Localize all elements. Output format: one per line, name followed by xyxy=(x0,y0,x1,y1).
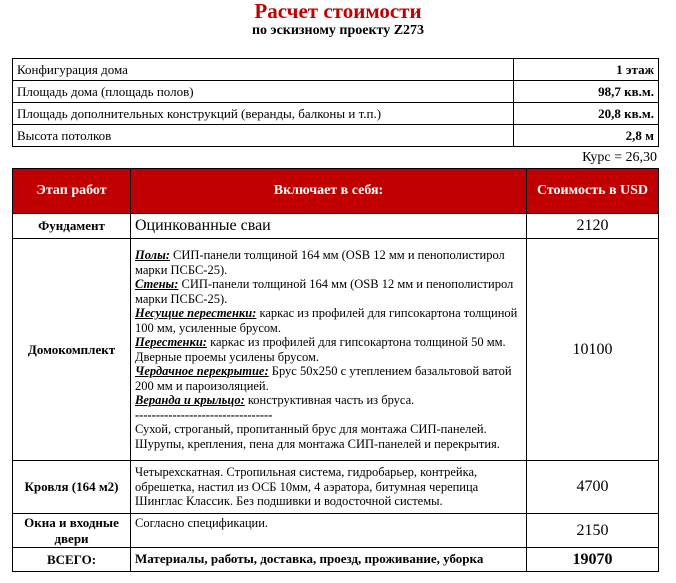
spec-label: Веранда и крыльцо: xyxy=(135,393,245,407)
table-row-housekit xyxy=(13,239,659,461)
spec-text: СИП-панели толщиной 164 мм (OSB 12 мм и пенополистирол марки ПСБС-25). xyxy=(135,248,505,277)
cost-cell: 4700 xyxy=(527,461,659,514)
table-row-windows xyxy=(13,514,659,548)
includes-cell: Материалы, работы, доставка, проезд, проживание, уборка xyxy=(131,548,527,572)
config-label: Площадь дома (площадь полов) xyxy=(13,81,514,103)
stage-cell: Кровля (164 м2) xyxy=(13,461,131,514)
cost-cell: 2150 xyxy=(527,514,659,548)
spec-text: СИП-панели толщиной 164 мм (OSB 12 мм и пенополистирол марки ПСБС-25). xyxy=(135,277,514,306)
column-header-cost: Стоимость в USD xyxy=(527,169,659,214)
config-value: 2,8 м xyxy=(514,125,659,147)
config-value: 20,8 кв.м. xyxy=(514,103,659,125)
config-label: Высота потолков xyxy=(13,125,514,147)
config-value: 98,7 кв.м. xyxy=(514,81,659,103)
table-header-row xyxy=(13,169,659,214)
spec-text: Брус 50х250 с утеплением базальтовой ватой 200 мм и пароизоляцией. xyxy=(135,364,512,393)
config-label: Площадь дополнительных конструкций (веранды, балконы и т.п.) xyxy=(13,103,514,125)
includes-cell: Оцинкованные сваи xyxy=(131,214,527,239)
cost-table xyxy=(12,168,659,572)
config-row xyxy=(13,103,659,125)
config-row xyxy=(13,125,659,147)
spec-label: Чердачное перекрытие: xyxy=(135,364,269,378)
cost-cell: 2120 xyxy=(527,214,659,239)
spec-separator: --------------------------------- xyxy=(135,407,273,422)
config-label: Конфигурация дома xyxy=(13,59,514,81)
table-row-roof xyxy=(13,461,659,514)
cost-cell: 10100 xyxy=(527,239,659,461)
stage-cell: Домокомплект xyxy=(13,239,131,461)
column-header-includes: Включает в себя: xyxy=(131,169,527,214)
config-row xyxy=(13,81,659,103)
spec-label: Полы: xyxy=(135,248,170,262)
includes-cell: Согласно спецификации. xyxy=(131,514,527,548)
table-row-total xyxy=(13,548,659,572)
stage-cell: ВСЕГО: xyxy=(13,548,131,572)
config-value: 1 этаж xyxy=(514,59,659,81)
column-header-stage: Этап работ xyxy=(13,169,131,214)
config-row xyxy=(13,59,659,81)
spec-bearing-partitions xyxy=(135,306,522,335)
cost-cell: 19070 xyxy=(527,548,659,572)
config-table xyxy=(12,58,659,147)
includes-cell: Четырехскатная. Стропильная система, гидробарьер, контрейка, обрешетка, настил из ОСБ 10мм, 4 аэратора, битумная черепица Шинглас Классик. Без подшивки и водосточной системы. xyxy=(131,461,527,514)
spec-porch xyxy=(135,393,522,408)
spec-text: конструктивная часть из бруса. xyxy=(244,393,415,407)
spec-partitions xyxy=(135,335,522,364)
stage-cell: Окна и входные двери xyxy=(13,514,131,548)
spec-label: Несущие перестенки: xyxy=(135,306,257,320)
spec-label: Стены: xyxy=(135,277,179,291)
page-title: Расчет стоимости xyxy=(254,0,422,23)
table-row-foundation xyxy=(13,214,659,239)
includes-cell xyxy=(131,239,527,461)
spec-text: каркас из профилей для гипсокартона толщиной 100 мм, усиленные брусом. xyxy=(135,306,518,335)
page-subtitle: по эскизному проекту Z273 xyxy=(251,23,425,38)
spec-label: Перестенки: xyxy=(135,335,207,349)
spec-text: каркас из профилей для гипсокартона толщиной 50 мм. Дверные проемы усилены брусом. xyxy=(135,335,506,364)
spec-attic-floor xyxy=(135,364,522,393)
stage-cell: Фундамент xyxy=(13,214,131,239)
exchange-rate: Курс = 26,30 xyxy=(582,150,657,165)
spec-floors xyxy=(135,248,522,277)
spec-note: Сухой, строганый, пропитанный брус для монтажа СИП-панелей. Шурупы, крепления, пена для монтажа СИП-панелей и перекрытия. xyxy=(135,422,500,451)
spec-walls xyxy=(135,277,522,306)
